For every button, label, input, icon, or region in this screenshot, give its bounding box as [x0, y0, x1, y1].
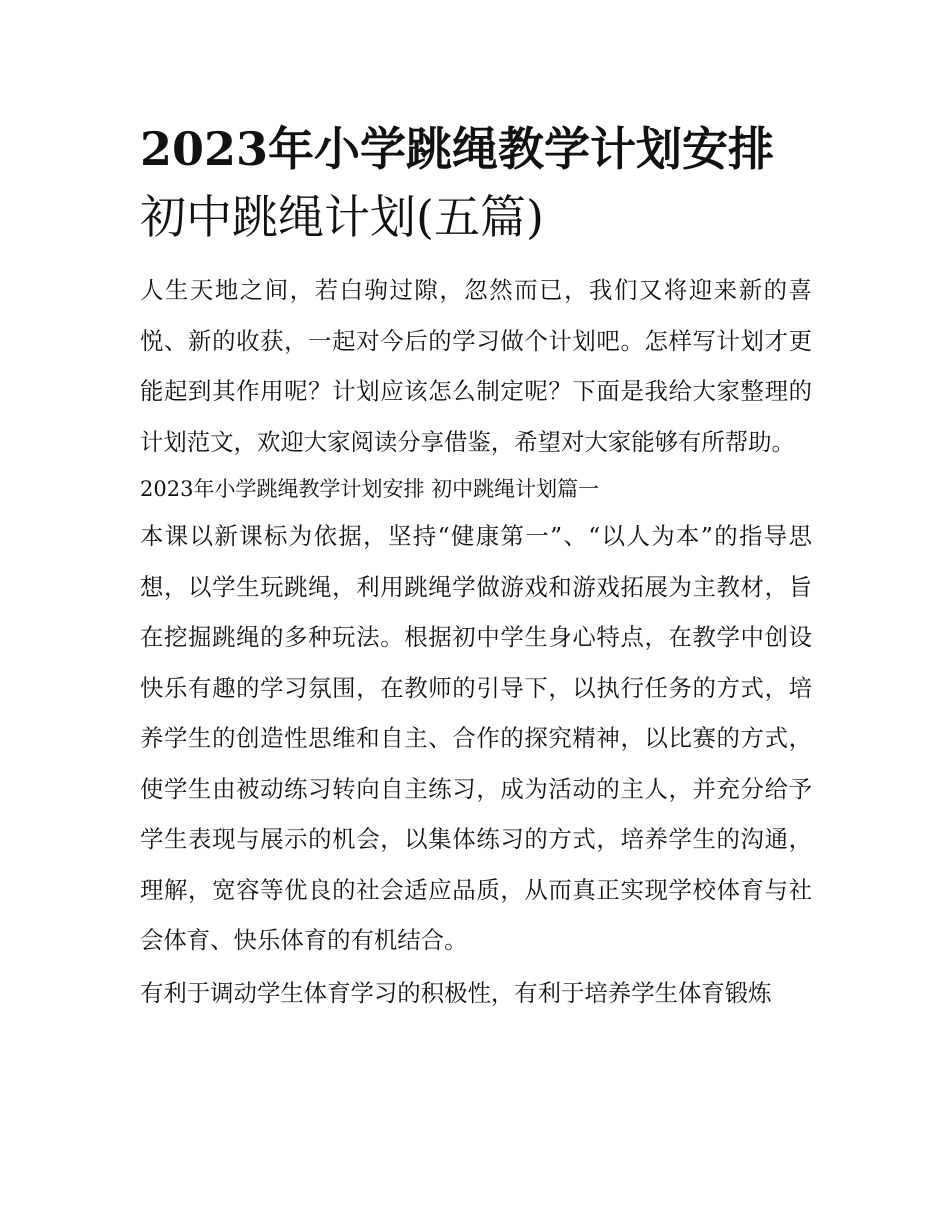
body-paragraph-1: 本课以新课标为依据，坚持“健康第一”、“以人为本”的指导思想，以学生玩跳绳，利用跳绳学做游戏和游戏拓展为主教材，旨在挖掘跳绳的多种玩法。根据初中学生身心特点，在教学中创设快乐有趣的学习氛围，在教师的引导下，以执行任务的方式，培养学生的创造性思维和自主、合作的探究精神，以比赛的方式，使学生由被动练习转向自主练习，成为活动的主人，并充分给予学生表现与展示的机会，以集体练习的方式，培养学生的沟通，理解，宽容等优良的社会适应品质，从而真正实现学校体育与社会体育、快乐体育的有机结合。: [140, 522, 812, 954]
title-line-2: 初中跳绳计划(五篇): [140, 190, 544, 244]
title-line-1: 2023年小学跳绳教学计划安排: [140, 122, 775, 176]
body-paragraph-2: 有利于调动学生体育学习的积极性，有利于培养学生体育锻炼: [140, 978, 772, 1007]
intro-paragraph: 人生天地之间，若白驹过隙，忽然而已，我们又将迎来新的喜悦、新的收获，一起对今后的学习做个计划吧。怎样写计划才更能起到其作用呢？计划应该怎么制定呢？下面是我给大家整理的计划范文，欢迎大家阅读分享借鉴，希望对大家能够有所帮助。: [140, 276, 812, 456]
section-heading: 2023年小学跳绳教学计划安排 初中跳绳计划篇一: [140, 477, 600, 501]
document-content: [140, 115, 812, 1018]
document-title: [140, 115, 812, 251]
